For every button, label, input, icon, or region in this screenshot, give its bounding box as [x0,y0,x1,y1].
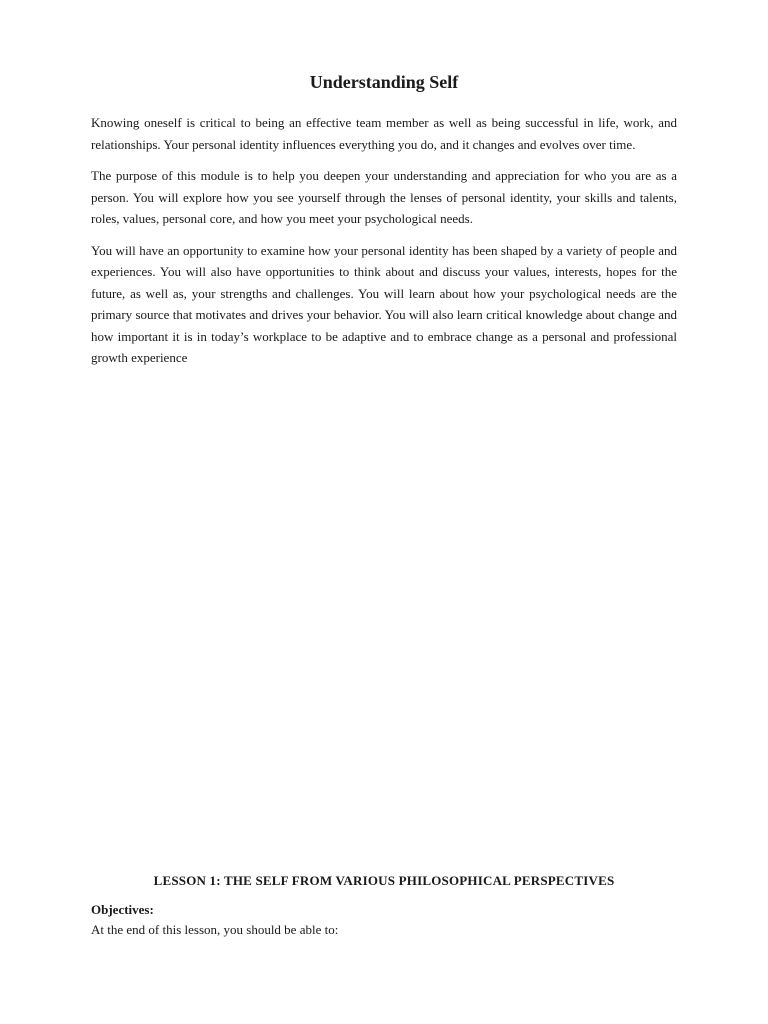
objectives-intro: At the end of this lesson, you should be able to: [91,922,339,937]
paragraph-2: The purpose of this module is to help you deepen your understanding and appreciation for who you are as a person. You will explore how you see yourself through the lenses of personal identity, your skills and talents, roles, values, personal core, and how you meet your psychological needs. [91,168,677,226]
paragraph-1: Knowing oneself is critical to being an effective team member as well as being successful in life, work, and relationships. Your personal identity influences everything you do, and it changes and evolves over time. [91,115,677,152]
objectives-label: Objectives: [91,902,154,917]
intro-section [91,112,677,379]
paragraph-3: You will have an opportunity to examine how your personal identity has been shaped by a variety of people and experiences. You will also have opportunities to think about and discuss your values, interests, hopes for the future, as well as, your strengths and challenges. You will learn about how your psychological needs are the primary source that motivates and drives your behavior. You will also learn critical knowledge about change and how important it is in today’s workplace to be adaptive and to embrace change as a personal and professional growth experience [91,242,677,365]
lesson-heading: LESSON 1: THE SELF FROM VARIOUS PHILOSOPHICAL PERSPECTIVES [153,873,615,888]
document-title: Understanding Self [309,72,459,92]
